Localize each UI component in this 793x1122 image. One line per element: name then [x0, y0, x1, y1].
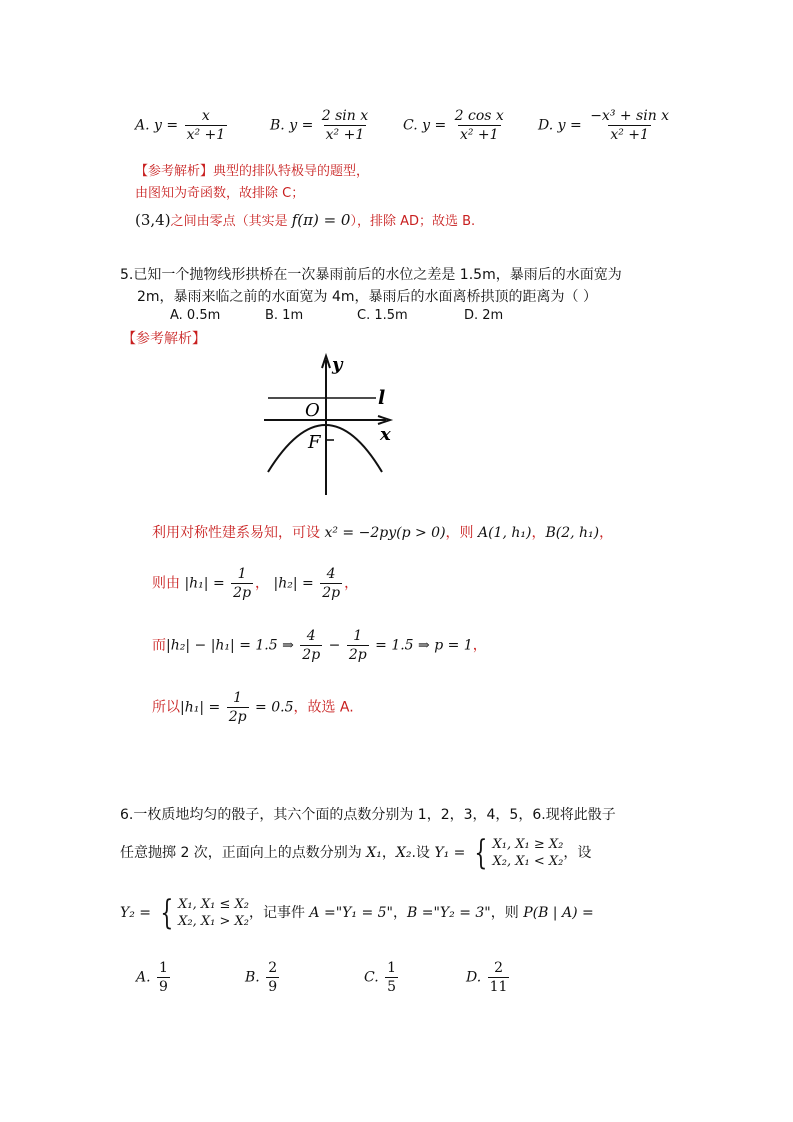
q5-option-a: A. 0.5m [170, 308, 221, 323]
q4-option-a: A. y = $\frac{x}{\text{x² +1}}$ [135, 108, 226, 143]
q6-question-line1: 6.一枚质地均匀的骰子，其六个面的点数分别为 1，2，3，4，5，6.现将此骰子 [120, 807, 616, 823]
q6-option-b: B. $\frac{2}{9}$ [245, 960, 278, 995]
l-label: l [378, 387, 386, 409]
x-label: x [380, 424, 391, 445]
q6-question-line3: Y₂ = { X₁, X₁ ≤ X₂ X₂, X₁ > X₂ ，记事件 A ="Y₁ = 5"，B ="Y₂ = 3"，则 P(B | A) = [120, 893, 594, 933]
y1-cases: { X₁, X₁ ≥ X₂ X₂, X₁ < X₂ [474, 833, 564, 873]
origin-label: O [305, 400, 320, 421]
q4-analysis-line2: 由图知为奇函数，故排除 C； [135, 186, 305, 201]
q5-option-d: D. 2m [464, 308, 504, 323]
q5-option-b: B. 1m [265, 308, 304, 323]
q4-option-b: B. y = $\frac{\text{2 sin x}}{\text{x² +1}}$ [270, 108, 369, 143]
q4-analysis-line1: 【参考解析】典型的排队特极导的题型， [135, 164, 370, 179]
q5-question-line1: 5.已知一个抛物线形拱桥在一次暴雨前后的水位之差是 1.5m，暴雨后的水面宽为 [120, 267, 622, 283]
q6-question-line2: 任意抛掷 2 次，正面向上的点数分别为 X₁，X₂.设 Y₁ = { X₁, X₁ ≥ X₂ X₂, X₁ < X₂ ，设 [120, 833, 592, 873]
q6-option-d: D. $\frac{2}{11}$ [466, 960, 508, 995]
q6-option-a: A. $\frac{1}{9}$ [136, 960, 168, 995]
q5-solution-step2: 则由 |h₁| = $\frac{1}{2p}$ ， |h₂| = $\frac{4}{2p}$ ， [152, 566, 359, 601]
parabola-figure [258, 350, 408, 500]
q5-solution-step4: 所以|h₁| = $\frac{1}{2p}$ = 0.5，故选 A. [152, 690, 354, 725]
q4-option-d: D. y = $\frac{\text{−x³ + sin x}}{\text{x² +1}}$ [538, 108, 670, 143]
q4-option-c: C. y = $\frac{\text{2 cos x}}{\text{x² +1}}$ [403, 108, 504, 143]
y-label: y [332, 354, 343, 375]
q5-question-line2: 2m，暴雨来临之前的水面宽为 4m，暴雨后的水面离桥拱顶的距离为（ ） [137, 289, 597, 305]
q5-analysis-label: 【参考解析】 [122, 331, 206, 347]
q5-solution-step1: 利用对称性建系易知，可设 x² = −2py(p > 0)，则 A(1, h₁)，B(2, h₁)， [152, 525, 614, 541]
q4-analysis-line3: (3,4)之间由零点（其实是 f(π) = 0），排除 AD；故选 B. [135, 211, 476, 229]
q6-option-c: C. $\frac{1}{5}$ [364, 960, 397, 995]
focus-label: F [308, 432, 321, 453]
q5-solution-step3: 而|h₂| − |h₁| = 1.5 ⇒ $\frac{4}{2p}$ − $\frac{1}{2p}$ = 1.5 ⇒ p = 1， [152, 628, 487, 663]
q5-option-c: C. 1.5m [357, 308, 408, 323]
y2-cases: { X₁, X₁ ≤ X₂ X₂, X₁ > X₂ [159, 893, 249, 933]
